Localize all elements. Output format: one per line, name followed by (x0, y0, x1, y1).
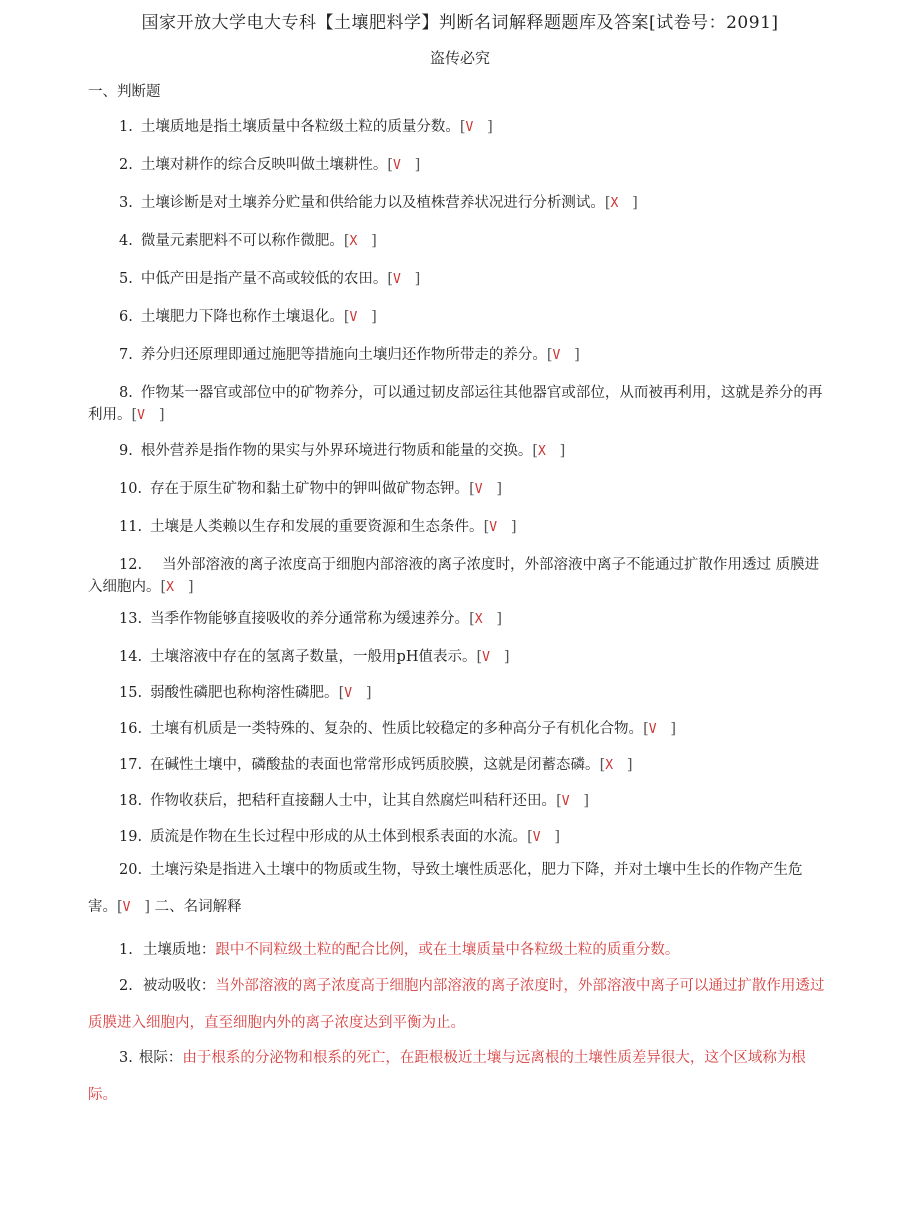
item-text: 土壤质地是指土壤质量中各粒级土粒的质量分数。 (140, 119, 460, 135)
definition-text: 当外部溶液的离子浓度高于细胞内部溶液的离子浓度时，外部溶液中离子可以通过扩散作用透过质膜进入细胞内，直至细胞内外的离子浓度达到平衡为止。 (88, 978, 825, 1031)
item-text: 土壤污染是指进入土壤中的物质或生物，导致土壤性质恶化，肥力下降，并对土壤中生长的作物产生危害。 (88, 862, 803, 915)
answer-bracket: [X ] (160, 579, 194, 595)
item-text: 土壤诊断是对土壤养分贮量和供给能力以及植株营养状况进行分析测试。 (140, 195, 605, 211)
answer-mark: V (561, 794, 570, 809)
item-text: 土壤肥力下降也称作土壤退化。 (140, 309, 344, 325)
item-text: 微量元素肥料不可以称作微肥。 (140, 233, 344, 249)
judgement-item (88, 382, 830, 427)
judgement-item (88, 192, 830, 215)
answer-mark: V (474, 482, 483, 497)
judgement-item (88, 440, 830, 463)
judgement-item (88, 646, 830, 669)
document-subtitle: 盗传必究 (429, 49, 490, 67)
answer-mark: V (482, 650, 490, 665)
judgement-item (88, 718, 830, 741)
item-text: 土壤对耕作的综合反映叫做土壤耕性。 (140, 157, 388, 173)
answer-mark: V (465, 120, 474, 135)
item-text: 存在于原生矿物和黏土矿物中的钾叫做矿物态钾。 (150, 481, 470, 497)
answer-bracket: [V ] (459, 119, 493, 135)
section-heading-judgement: 一、判断题 (88, 84, 161, 100)
item-text: 弱酸性磷肥也称枸溶性磷肥。 (150, 685, 339, 701)
definition-term: 土壤质地： (142, 942, 216, 958)
judgement-item (88, 516, 830, 539)
definition-item (88, 1040, 828, 1114)
answer-mark: X (349, 234, 358, 249)
answer-bracket: [V ] (131, 407, 165, 423)
item-text: 土壤是人类赖以生存和发展的重要资源和生态条件。 (150, 519, 484, 535)
answer-mark: V (489, 520, 498, 535)
item-number: 1. (119, 119, 133, 135)
item-number: 1. (119, 942, 133, 958)
answer-mark: X (538, 444, 546, 459)
item-text: 作物某一器官或部位中的矿物养分，可以通过韧皮部运往其他器官或部位，从而被再利用，这就是养分的再利用。 (88, 385, 823, 423)
answer-mark: X (166, 580, 174, 595)
item-number: 14. (119, 649, 143, 665)
item-number: 8. (119, 385, 133, 401)
item-text: 养分归还原理即通过施肥等措施向土壤归还作物所带走的养分。 (140, 347, 547, 363)
item-text: 当季作物能够直接吸收的养分通常称为缓速养分。 (150, 611, 470, 627)
answer-mark: X (605, 758, 614, 773)
answer-bracket: [V ] (483, 519, 517, 535)
answer-mark: V (393, 272, 401, 287)
answer-bracket: [X ] (604, 195, 638, 211)
answer-mark: V (532, 830, 541, 845)
answer-mark: V (349, 310, 358, 325)
item-text: 中低产田是指产量不高或较低的农田。 (140, 271, 388, 287)
judgement-item (88, 478, 830, 501)
judgement-item (88, 116, 830, 139)
judgement-item (88, 230, 830, 253)
answer-mark: X (474, 612, 483, 627)
judgement-item (88, 268, 830, 291)
item-number: 5. (119, 271, 133, 287)
definition-term: 根际： (138, 1050, 183, 1066)
answer-mark: X (610, 196, 619, 211)
judgement-item (88, 852, 830, 926)
item-number: 3. (119, 195, 133, 211)
answer-mark: V (552, 348, 561, 363)
answer-bracket: [X ] (532, 443, 566, 459)
answer-mark: V (137, 408, 145, 423)
item-number: 19. (119, 829, 143, 845)
item-text: 当外部溶液的离子浓度高于细胞内部溶液的离子浓度时，外部溶液中离子不能通过扩散作用透过 质膜进入细胞内。 (88, 557, 820, 595)
item-number: 16. (119, 721, 143, 737)
answer-bracket: [V ] (117, 899, 150, 915)
item-number: 7. (119, 347, 133, 363)
answer-mark: V (122, 900, 131, 915)
answer-bracket: [X ] (469, 611, 503, 627)
item-number: 4. (119, 233, 133, 249)
answer-mark: V (648, 722, 657, 737)
definition-term: 被动吸收： (142, 978, 216, 994)
judgement-item (88, 790, 830, 813)
item-number: 15. (119, 685, 143, 701)
judgement-item (88, 608, 830, 631)
answer-bracket: [X ] (343, 233, 377, 249)
item-number: 2. (119, 157, 133, 173)
judgement-item (88, 682, 830, 705)
item-text: 作物收获后，把秸秆直接翻人士中，让其自然腐烂叫秸秆还田。 (150, 793, 557, 809)
document-title: 国家开放大学电大专科【土壤肥料学】判断名词解释题题库及答案[试卷号：2091] (141, 13, 779, 33)
item-text: 土壤溶液中存在的氢离子数量，一般用pH值表示。 (150, 649, 477, 665)
answer-bracket: [X ] (599, 757, 633, 773)
item-number: 17. (119, 757, 143, 773)
definition-text: 跟中不同粒级土粒的配合比例，或在土壤质量中各粒级土粒的质重分数。 (215, 942, 680, 958)
item-text: 质流是作物在生长过程中形成的从土体到根系表面的水流。 (150, 829, 528, 845)
judgement-item (88, 754, 830, 777)
item-number: 10. (119, 481, 143, 497)
item-number: 13. (119, 611, 143, 627)
definition-item (88, 932, 828, 969)
item-text: 在碱性土壤中，磷酸盐的表面也常常形成钙质胶膜，这就是闭蓄态磷。 (150, 757, 600, 773)
answer-bracket: [V ] (343, 309, 377, 325)
judgement-item (88, 344, 830, 367)
item-text: 土壤有机质是一类特殊的、复杂的、性质比较稳定的多种高分子有机化合物。 (150, 721, 644, 737)
answer-bracket: [V ] (527, 829, 561, 845)
answer-mark: V (393, 158, 401, 173)
section-heading-terms: 二、名词解释 (149, 899, 242, 915)
answer-bracket: [V ] (546, 347, 580, 363)
item-number: 2. (119, 978, 133, 994)
answer-bracket: [V ] (469, 481, 503, 497)
item-number: 12. (119, 557, 143, 573)
item-number: 18. (119, 793, 143, 809)
answer-bracket: [V ] (476, 649, 510, 665)
item-number: 11. (119, 519, 143, 535)
answer-bracket: [V ] (643, 721, 677, 737)
item-text: 根外营养是指作物的果实与外界环境进行物质和能量的交换。 (140, 443, 533, 459)
answer-bracket: [V ] (556, 793, 590, 809)
judgement-item (88, 826, 830, 849)
item-number: 6. (119, 309, 133, 325)
judgement-item (88, 554, 830, 599)
definition-item (88, 968, 828, 1042)
answer-mark: V (344, 686, 353, 701)
judgement-item (88, 306, 830, 329)
answer-bracket: [V ] (338, 685, 372, 701)
answer-bracket: [V ] (387, 157, 421, 173)
judgement-item (88, 154, 830, 177)
item-number: 3. (119, 1050, 133, 1066)
item-number: 20. (119, 862, 143, 878)
answer-bracket: [V ] (387, 271, 421, 287)
definition-text: 由于根系的分泌物和根系的死亡，在距根极近土壤与远离根的土壤性质差异很大，这个区域称为根际。 (88, 1050, 806, 1103)
item-number: 9. (119, 443, 133, 459)
